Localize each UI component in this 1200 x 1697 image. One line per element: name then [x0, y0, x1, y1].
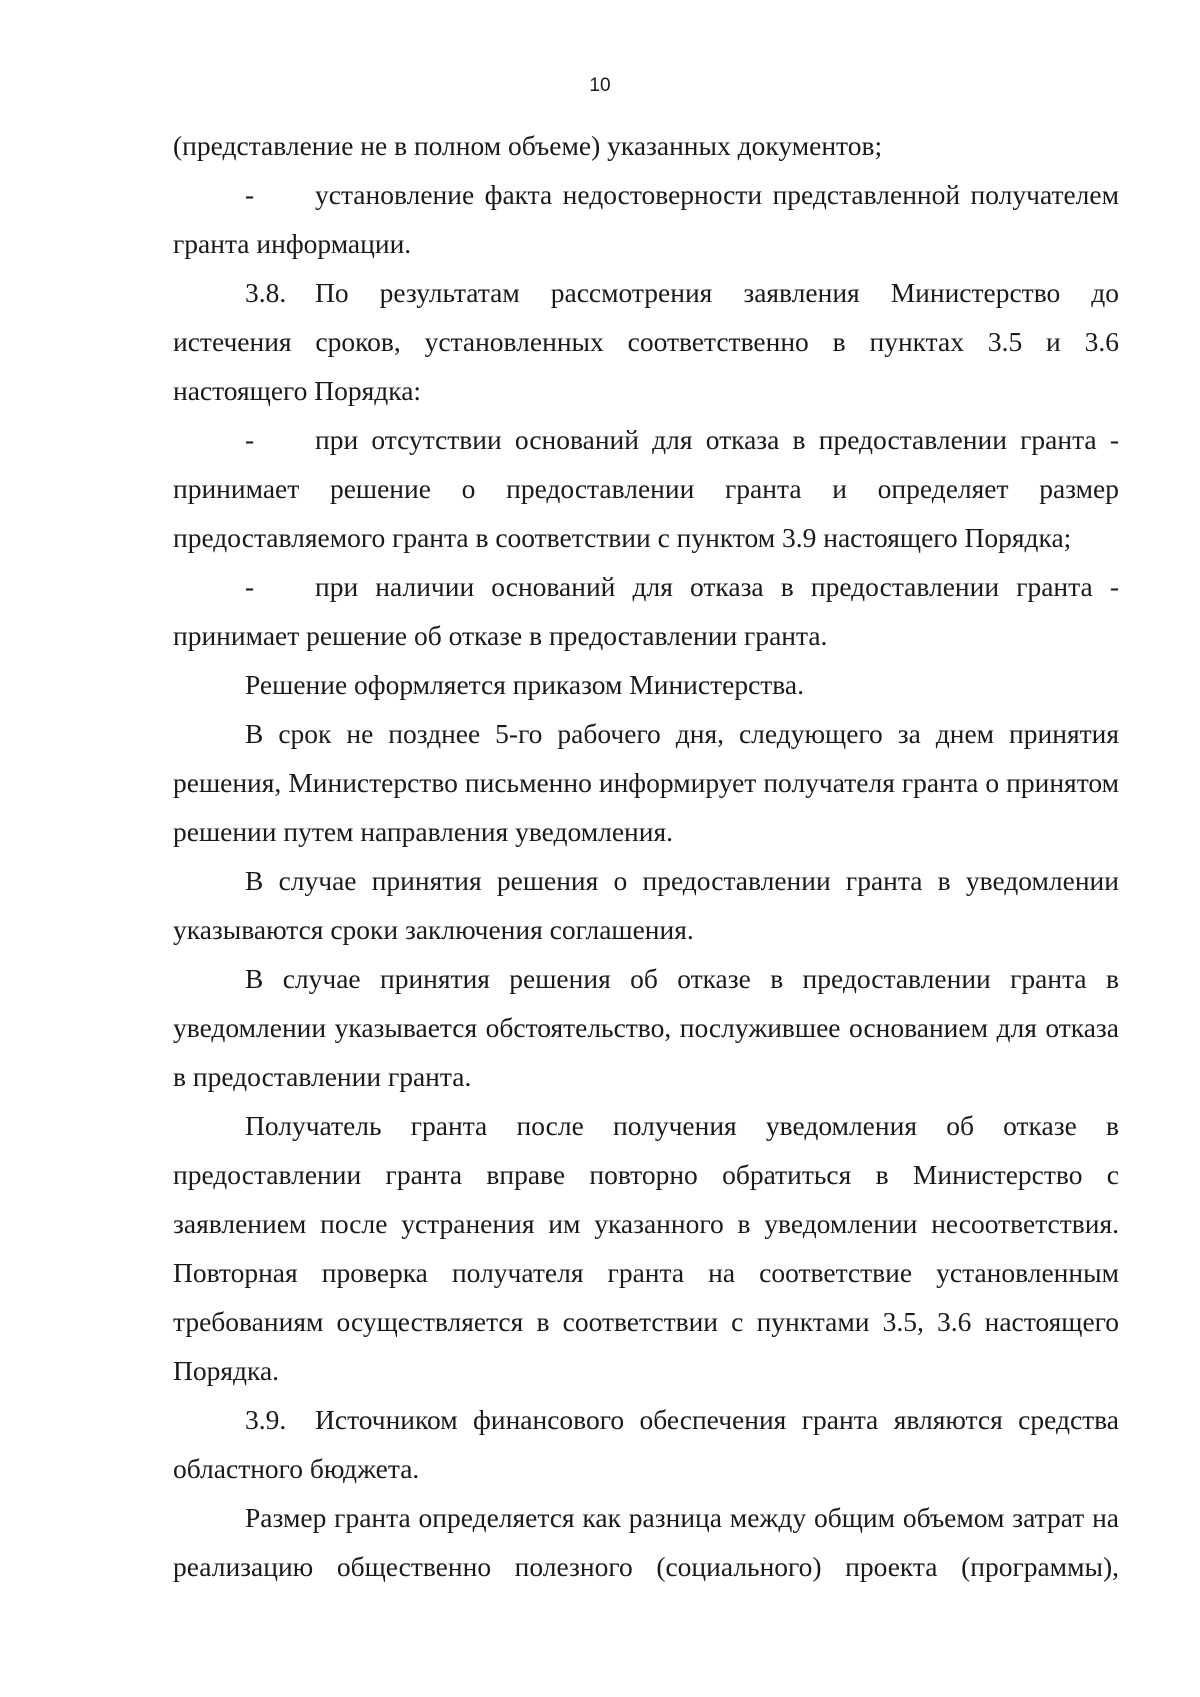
list-dash: -	[245, 571, 255, 602]
paragraph: В случае принятия решения о предоставлении гранта в уведомлении указываются сроки заключения соглашения.	[173, 865, 1119, 945]
clause-text: Источником финансового обеспечения гранта являются средства областного бюджета.	[173, 1404, 1119, 1484]
paragraph: (представление не в полном объеме) указанных документов;	[173, 130, 883, 161]
clause-text: По результатам рассмотрения заявления Министерство до истечения сроков, установленных соответственно в пунктах 3.5 и 3.6 настоящего Порядка:	[173, 277, 1119, 406]
list-dash: -	[245, 424, 255, 455]
document-body	[173, 121, 1119, 1591]
paragraph: Получатель гранта после получения уведомления об отказе в предоставлении гранта вправе повторно обратиться в Министерство с заявлением после устранения им указанного в уведомлении несоответствия. Повторная проверка получателя гранта на соответствие установленным требованиям осуществляется в соответствии с пунктами 3.5, 3.6 настоящего Порядка.	[173, 1110, 1119, 1386]
list-item-text: при наличии оснований для отказа в предоставлении гранта - принимает решение об отказе в предоставлении гранта.	[173, 571, 1119, 651]
numbered-clause	[173, 1395, 1119, 1493]
paragraph: В срок не позднее 5-го рабочего дня, следующего за днем принятия решения, Министерство письменно информирует получателя гранта о принятом решении путем направления уведомления.	[173, 718, 1119, 847]
list-dash: -	[245, 179, 255, 210]
list-item	[173, 415, 1119, 562]
page-number: 10	[589, 75, 611, 96]
paragraph: Размер гранта определяется как разница между общим объемом затрат на реализацию общественно полезного (социального) проекта (программы),	[173, 1502, 1119, 1582]
numbered-clause	[173, 268, 1119, 415]
list-item-text: при отсутствии оснований для отказа в предоставлении гранта - принимает решение о предоставлении гранта и определяет размер предоставляемого гранта в соответствии с пунктом 3.9 настоящего Порядка;	[173, 424, 1119, 553]
paragraph: В случае принятия решения об отказе в предоставлении гранта в уведомлении указывается обстоятельство, послужившее основанием для отказа в предоставлении гранта.	[173, 963, 1119, 1092]
clause-number: 3.8.	[245, 277, 287, 308]
clause-number: 3.9.	[245, 1404, 287, 1435]
list-item	[173, 562, 1119, 660]
list-item	[173, 170, 1119, 268]
paragraph: Решение оформляется приказом Министерства.	[245, 669, 804, 700]
list-item-text: установление факта недостоверности представленной получателем гранта информации.	[173, 179, 1119, 259]
